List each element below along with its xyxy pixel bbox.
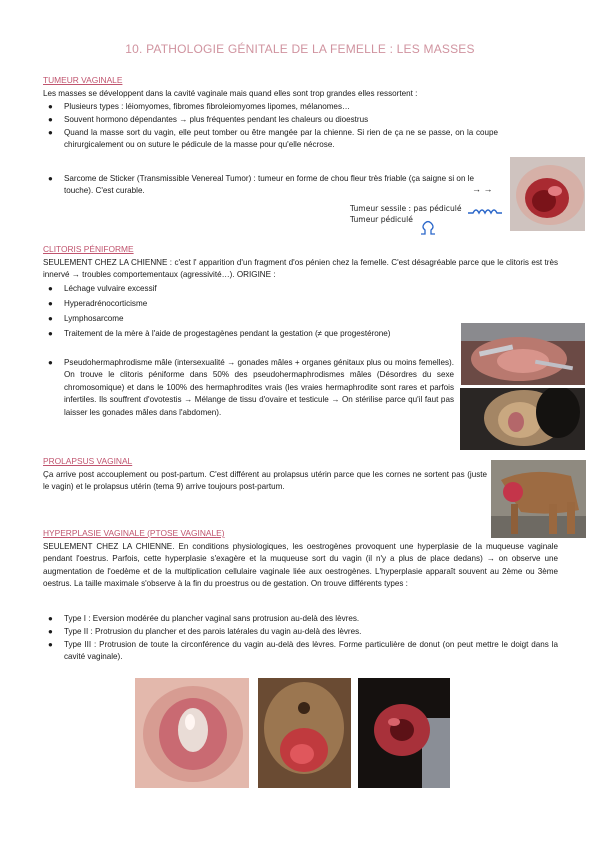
section-heading-hyperplasie: HYPERPLASIE VAGINALE (PTOSE VAGINALE) — [43, 528, 225, 538]
bullet-dot: ● — [48, 614, 53, 623]
bullet-dot: ● — [48, 174, 53, 183]
page-title: 10. PATHOLOGIE GÉNITALE DE LA FEMELLE : LES MASSES — [125, 42, 475, 56]
hyperplasie-bullet-2: Type II : Protrusion du plancher et des parois latérales du vagin au-delà des lèvres. — [64, 627, 362, 636]
photo-hyperplasie-type-2 — [258, 678, 351, 788]
arrows-annotation: → → — [472, 184, 493, 194]
hyperplasie-intro: SEULEMENT CHEZ LA CHIENNE. En conditions physiologiques, les oestrogènes provoquent une hyperplasie de la muqueuse vaginale pendant l'oestrus. Parfois, cette hyperplasie s'exagère et la muqueuse sort du vagin (il n'y a plus de place dedans) → on observe une augmentation de l'oedème et de la multiplication cellulaire vaginale liée aux oestrogènes. L'hyperplasie apparaît souvent au 2ème ou 3ème oestrus. La taille maximale s'observe à la fin du proestrus ou de gestation. On trouve différents types : — [43, 542, 558, 589]
prolapsus-text: Ça arrive post accouplement ou post-partum. C'est différent au prolapsus utérin parce que les cornes ne sortent pas (juste le vagin) et le prolapsus utérin (tema 9) arrive toujours post-partum. — [43, 470, 487, 492]
clitoris-bullet-1: Léchage vulvaire excessif — [64, 284, 157, 293]
clitoris-bullet-4: Traitement de la mère à l'aide de progestagènes pendant la gestation (≠ que progestérone) — [64, 329, 391, 338]
section-heading-prolapsus: PROLAPSUS VAGINAL — [43, 456, 133, 466]
section-heading-tumeur: TUMEUR VAGINALE — [43, 75, 123, 85]
clitoris-bullet-2: Hyperadrénocorticisme — [64, 299, 148, 308]
photo-clitoris-surgery — [461, 323, 585, 385]
bullet-dot: ● — [48, 640, 53, 649]
section-heading-clitoris: CLITORIS PÉNIFORME — [43, 244, 134, 254]
bullet-dot: ● — [48, 115, 53, 124]
bullet-dot: ● — [48, 299, 53, 308]
tumeur-intro: Les masses se développent dans la cavité vaginale mais quand elles sont trop grandes elles ressortent : — [43, 89, 418, 98]
bullet-dot: ● — [48, 102, 53, 111]
note-tumeur-sessile: Tumeur sessile : pas pédiculé — [350, 204, 462, 213]
bullet-dot: ● — [48, 627, 53, 636]
photo-hyperplasie-type-1 — [135, 678, 249, 788]
tumeur-bullet-2: Souvent hormono dépendantes → plus fréquentes pendant les chaleurs ou dioestrus — [64, 115, 369, 124]
pedicule-sketch-icon — [419, 220, 437, 238]
hyperplasie-bullet-1: Type I : Eversion modérée du plancher vaginal sans protrusion au-delà des lèvres. — [64, 614, 360, 623]
photo-clitoris-dog — [460, 388, 585, 450]
clitoris-bullet-5: Pseudohermaphrodisme mâle (intersexualité → gonades mâles + organes génitaux plus ou moins femelles). On trouve le clitoris péniforme dans 50% des pseudohermaphrodismes mâles (Désordres du sexe chromosomique) et dans le 100% des hermaphrodites vrais (les vraies hermaphrodite sont rares et parfois infertiles. Ils souffrent d'ovotestis → Mélange de tissu d'ovaire et testicule → On stérilise parce qu'il faut pas laisser les gonades mâles dans l'abdomen). — [64, 358, 454, 417]
photo-hyperplasie-type-3 — [358, 678, 450, 788]
bullet-dot: ● — [48, 358, 53, 367]
bullet-dot: ● — [48, 128, 53, 137]
photo-prolapsus-dog — [491, 460, 586, 538]
clitoris-intro: SEULEMENT CHEZ LA CHIENNE : c'est l' apparition d'un fragment d'os pénien chez la femelle. C'est désagréable parce que le clitoris est très innervé → troubles comportementaux (agressivité…). ORIGINE : — [43, 258, 558, 280]
tumeur-bullet-3: Quand la masse sort du vagin, elle peut tomber ou être mangée par la chienne. Si rien de ça ne se passe, on la coupe chirurgicalement ou on suture le pédicule de la masse pour qu'elle nécrose. — [64, 128, 498, 150]
clitoris-bullet-3: Lymphosarcome — [64, 314, 124, 323]
hyperplasie-bullet-3: Type III : Protrusion de toute la circonférence du vagin au-delà des lèvres. Forme particulière de donut (on peut mettre le doigt dans la cavité vaginale). — [64, 640, 558, 662]
photo-vaginal-tumor — [510, 157, 585, 231]
note-tumeur-pedicule: Tumeur pédiculé — [350, 215, 413, 224]
bullet-dot: ● — [48, 314, 53, 323]
bullet-dot: ● — [48, 329, 53, 338]
tumeur-bullet-1: Plusieurs types : léiomyomes, fibromes fibroleiomyomes lipomes, mélanomes… — [64, 102, 351, 111]
tumeur-bullet-4: Sarcome de Sticker (Transmissible Venereal Tumor) : tumeur en forme de chou fleur très friable (ça saigne si on le touche). C'est curable. — [64, 174, 474, 196]
bullet-dot: ● — [48, 284, 53, 293]
sessile-squiggle-icon — [467, 204, 503, 216]
